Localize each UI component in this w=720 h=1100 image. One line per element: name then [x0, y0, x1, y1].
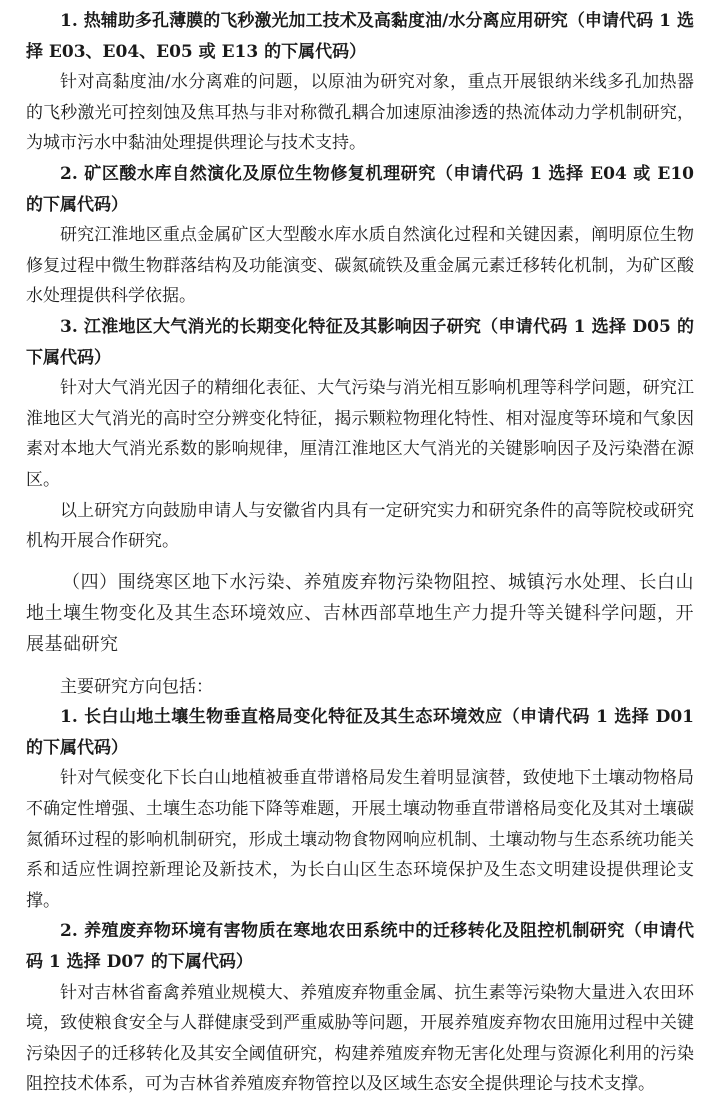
topic-heading: 1. 热辅助多孔薄膜的飞秒激光加工技术及高黏度油/水分离应用研究（申请代码 1 选择 E03、E04、E05 或 E13 的下属代码）: [26, 11, 694, 62]
topic-heading: 2. 养殖废弃物环境有害物质在寒地农田系统中的迁移转化及阻控机制研究（申请代码 1 选择 D07 的下属代码）: [26, 921, 694, 973]
topic-heading: 2. 矿区酸水库自然演化及原位生物修复机理研究（申请代码 1 选择 E04 或 E10 的下属代码）: [26, 163, 694, 215]
topic-body: 针对大气消光因子的精细化表征、大气污染与消光相互影响机理等科学问题，研究江淮地区大气消光的高时空分辨变化特征，揭示颗粒物理化特性、相对湿度等环境和气象因素对本地大气消光系数的影响规律，厘清江淮地区大气消光的关键影响因子及污染潜在源区。: [26, 378, 694, 490]
topic-body: 针对高黏度油/水分离难的问题，以原油为研究对象，重点开展银纳米线多孔加热器的飞秒激光可控刻蚀及焦耳热与非对称微孔耦合加速原油渗透的热流体动力学机制研究，为城市污水中黏油处理提供理论与技术支持。: [26, 72, 694, 154]
topic-body: 针对气候变化下长白山地植被垂直带谱格局发生着明显演替，致使地下土壤动物格局不确定性增强、土壤生态功能下降等难题，开展土壤动物垂直带谱格局变化及其对土壤碳氮循环过程的影响机制研究，形成土壤动物食物网响应机制、土壤动物与生态系统功能关系和适应性调控新理论及新技术，为长白山区生态环境保护及生态文明建设提供理论支撑。: [26, 768, 694, 911]
topic-body: 针对吉林省畜禽养殖业规模大、养殖废弃物重金属、抗生素等污染物大量进入农田环境，致使粮食安全与人群健康受到严重威胁等问题，开展养殖废弃物农田施用过程中关键污染因子的迁移转化及其安全阈值研究，构建养殖废弃物无害化处理与资源化利用的污染阻控技术体系，可为吉林省养殖废弃物管控以及区域生态安全提供理论与技术支撑。: [26, 982, 694, 1095]
topic-heading: 3. 江淮地区大气消光的长期变化特征及其影响因子研究（申请代码 1 选择 D05 的下属代码）: [26, 316, 694, 368]
topic-heading: 1. 长白山地土壤生物垂直格局变化特征及其生态环境效应（申请代码 1 选择 D01 的下属代码）: [26, 707, 694, 758]
topic-body: 研究江淮地区重点金属矿区大型酸水库水质自然演化过程和关键因素，阐明原位生物修复过程中微生物群落结构及功能演变、碳氮硫铁及重金属元素迁移转化机制，为矿区酸水处理提供科学依据。: [26, 225, 694, 307]
intro-line: 主要研究方向包括：: [60, 676, 213, 697]
section-title: （四）围绕寒区地下水污染、养殖废弃物污染物阻控、城镇污水处理、长白山地土壤生物变化及其生态环境效应、吉林西部草地生产力提升等关键科学问题，开展基础研究: [26, 571, 694, 655]
closing-paragraph: 以上研究方向鼓励申请人与安徽省内具有一定研究实力和研究条件的高等院校或研究机构开展合作研究。: [26, 500, 694, 552]
